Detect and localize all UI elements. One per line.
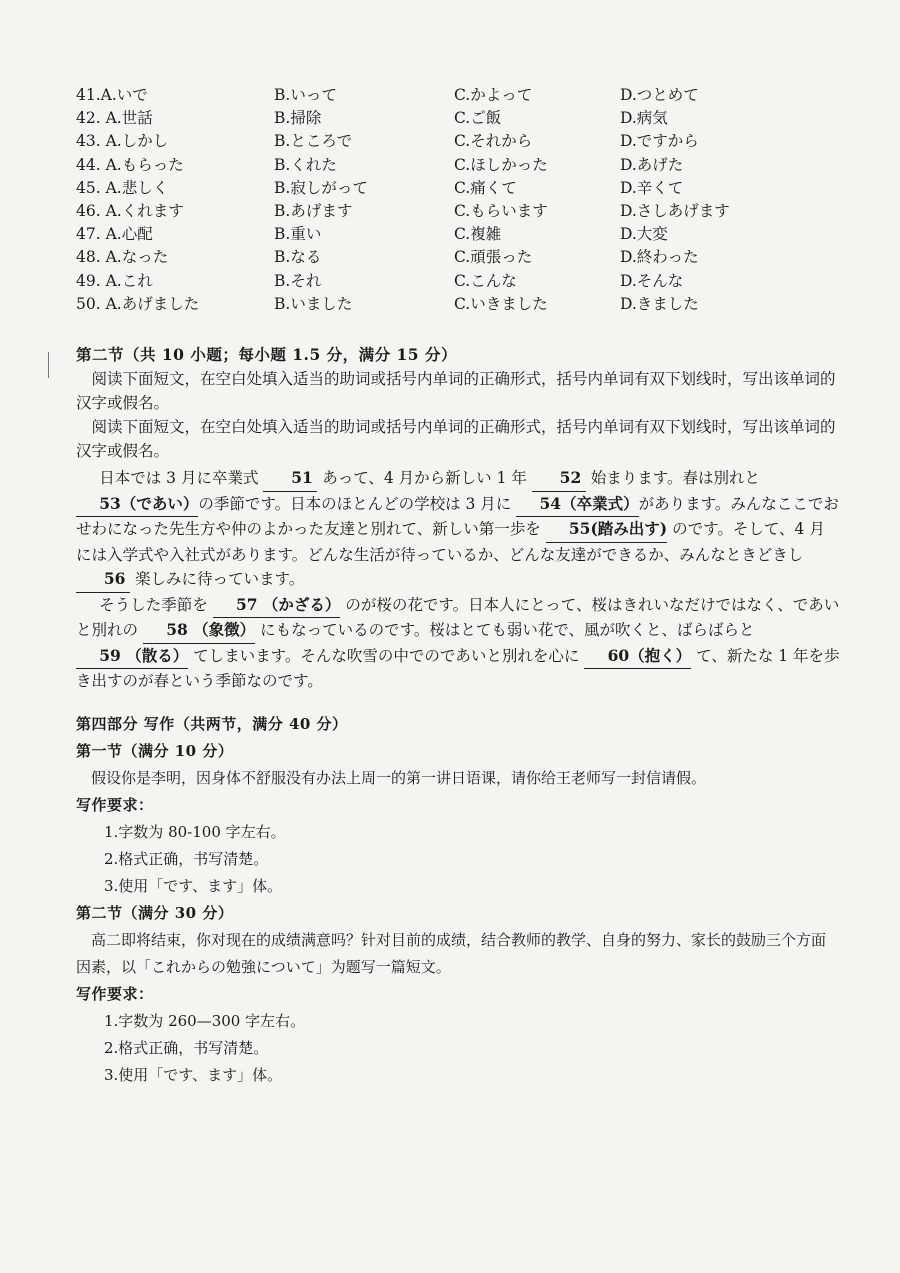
option-45-d: D.辛くて [620,178,684,197]
section-1-prompt: 假设你是李明，因身体不舒服没有办法上周一的第一讲日语课，请你给王老师写一封信请假。 [91,769,707,787]
section-2-requirement-2: 2.格式正确，书写清楚。 [104,1039,269,1057]
option-44-d: D.あげた [620,155,684,174]
blank-60: 60（抱く） [584,644,691,670]
section-1-requirements-label: 写作要求： [76,796,154,814]
section-1-requirement-3: 3.使用「です、ます」体。 [104,877,283,895]
option-42-c: C.ご飯 [454,109,502,128]
option-48-c: C.頑張った [454,248,533,267]
option-44-c: C.ほしかった [454,155,548,174]
option-45-a: 45. A.悲しく [76,178,169,197]
blank-55: 55(踏み出す) [546,517,668,543]
option-49-a: 49. A.これ [76,271,153,290]
option-46-d: D.さしあげます [620,201,730,220]
option-41-a: 41.A.いで [76,86,148,104]
passage-text: の季節です。日本のほとんどの学校は 3 月に [198,494,512,513]
option-48-a: 48. A.なった [76,248,169,267]
blank-51: 51 [263,466,317,492]
cloze-passage [76,466,840,694]
option-47-c: C.複雑 [454,225,502,244]
section-2-requirement-3: 3.使用「です、ます」体。 [104,1066,283,1084]
passage-text: があります。みんなここでおせわになった先生方や仲のよかった友達と別れて、新しい第一歩を [76,494,839,538]
option-47-b: B.重い [274,225,322,244]
option-42-b: B.掃除 [274,109,322,128]
option-43-a: 43. A.しかし [76,132,169,151]
blank-58: 58 （象徴） [143,618,255,644]
section-2-heading: 第二节（共 10 小题；每小题 1.5 分，满分 15 分） [76,345,457,364]
option-50-a: 50. A.あげました [76,294,200,313]
option-48-b: B.なる [274,248,322,267]
blank-56: 56 [76,567,130,593]
option-50-d: D.きました [620,294,699,313]
option-48-d: D.終わった [620,248,699,267]
part-4-writing [76,711,838,1089]
option-41-c: C.かよって [454,86,533,104]
section-2-requirements-label: 写作要求： [76,985,154,1003]
option-43-c: C.それから [454,132,533,151]
part-4-heading: 第四部分 写作（共两节，满分 40 分） [76,715,348,733]
option-49-c: C.こんな [454,271,517,290]
passage-paragraph-1 [76,466,840,593]
option-42-a: 42. A.世話 [76,109,153,128]
passage-text: そうした季節を [99,595,208,614]
passage-text: 日本では 3 月に卒業式 [99,469,259,487]
option-45-b: B.寂しがって [274,178,368,197]
option-49-b: B.それ [274,271,322,290]
option-45-c: C.痛くて [454,178,517,197]
passage-text: のが桜の花です。日本人にとって、桜はきれいなだけではなく、であいと別れの [76,595,840,639]
passage-text: 楽しみに待っています。 [134,570,305,588]
margin-mark [48,352,49,378]
blank-52: 52 [532,466,586,492]
passage-text: 始まります。春は別れと [590,469,761,487]
section-2-writing-heading: 第二节（满分 30 分） [76,904,234,922]
blank-53: 53（であい） [76,492,198,518]
section-1-heading: 第一节（满分 10 分） [76,742,234,760]
option-46-a: 46. A.くれます [76,201,184,220]
section-2-prompt: 高二即将结束，你对现在的成绩满意吗？针对目前的成绩，结合教师的教学、自身的努力、家长的鼓励三个方面因素，以「これからの勉強について」为题写一篇短文。 [76,931,827,976]
blank-59: 59 （散る） [76,644,188,670]
option-43-d: D.ですから [620,132,699,151]
section-2-instruction-repeat: 阅读下面短文，在空白处填入适当的助词或括号内单词的正确形式，括号内单词有双下划线时，写出该单词的汉字或假名。 [76,418,836,460]
option-46-c: C.もらいます [454,201,548,220]
section-2-requirement-1: 1.字数为 260—300 字左右。 [104,1012,306,1030]
option-49-d: D.そんな [620,271,684,290]
option-47-a: 47. A.心配 [76,225,153,244]
option-44-b: B.くれた [274,155,337,174]
option-44-a: 44. A.もらった [76,155,184,174]
blank-54: 54（卒業式） [516,492,638,518]
passage-paragraph-2 [76,593,840,694]
passage-text: て、新たな 1 年を歩き出すのが春という季節なのです。 [76,646,840,690]
passage-text: あって、4 月から新しい 1 年 [322,469,527,487]
option-43-b: B.ところで [274,132,353,151]
option-46-b: B.あげます [274,201,353,220]
section-2-instruction: 阅读下面短文，在空白处填入适当的助词或括号内单词的正确形式，括号内单词有双下划线时，写出该单词的汉字或假名。 [76,370,836,412]
section-1-requirement-1: 1.字数为 80-100 字左右。 [104,823,286,841]
option-41-b: B.いって [274,86,337,104]
passage-text: てしまいます。そんな吹雪の中でのであいと別れを心に [193,646,580,665]
section-2 [76,343,838,463]
option-41-d: D.つとめて [620,86,699,104]
option-50-b: B.いました [274,294,353,313]
section-1-requirement-2: 2.格式正确，书写清楚。 [104,850,269,868]
passage-text: のです。そして、4 月には入学式や入社式があります。どんな生活が待っているか、どんな友達ができるか、みんなときどきし [76,520,825,564]
option-50-c: C.いきました [454,294,548,313]
option-42-d: D.病気 [620,109,668,128]
blank-57: 57 （かざる） [213,593,341,619]
option-47-d: D.大変 [620,225,668,244]
passage-text: にもなっているのです。桜はとても弱い花で、風が吹くと、ばらばらと [260,621,755,639]
